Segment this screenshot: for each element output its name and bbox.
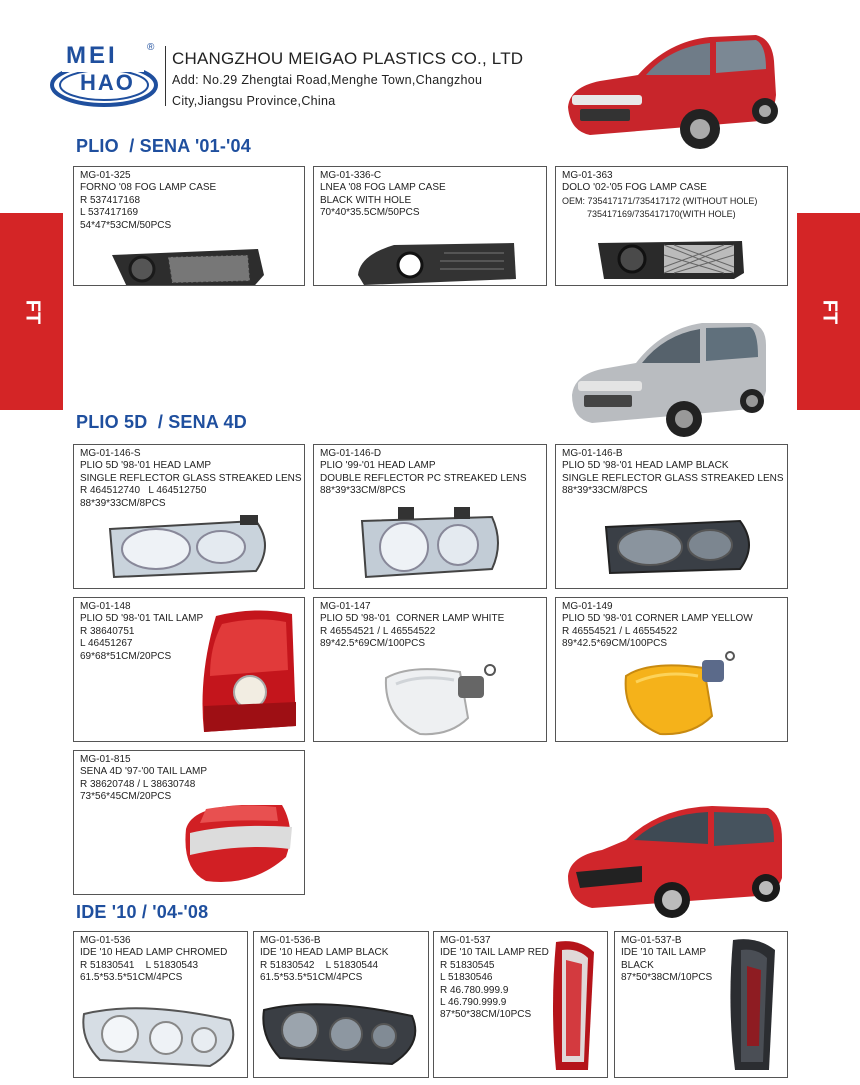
product-card-mg-01-148 bbox=[73, 597, 305, 742]
product-card-mg-01-537-b bbox=[614, 931, 788, 1078]
product-code: MG-01-148 bbox=[80, 601, 131, 612]
product-detail: R 38640751 bbox=[80, 625, 135, 637]
section-title-plio: PLIO / SENA '01-'04 bbox=[76, 136, 251, 156]
product-detail: 89*42.5*69CM/100PCS bbox=[562, 638, 668, 650]
product-card-mg-01-149 bbox=[555, 597, 788, 742]
product-code: MG-01-325 bbox=[80, 170, 131, 181]
corner-lamp-yellow-image bbox=[620, 650, 740, 742]
section-title-ide: IDE '10 / '04-'08 bbox=[76, 902, 209, 922]
product-detail: R 537417168 bbox=[80, 194, 141, 206]
product-code: MG-01-536-B bbox=[260, 935, 321, 946]
product-name: IDE '10 HEAD LAMP CHROMED bbox=[80, 947, 228, 959]
logo-text-bottom: HAO bbox=[80, 70, 135, 95]
product-detail: 69*68*51CM/20PCS bbox=[80, 650, 172, 662]
product-detail: 61.5*53.5*51CM/4PCS bbox=[80, 972, 183, 984]
product-detail: 87*50*38CM/10PCS bbox=[621, 972, 713, 984]
product-code: MG-01-363 bbox=[562, 170, 613, 181]
product-detail: 87*50*38CM/10PCS bbox=[440, 1009, 532, 1021]
fog-lamp-case-image bbox=[594, 237, 746, 286]
head-lamp-image bbox=[602, 515, 758, 584]
product-name: PLIO '99-'01 HEAD LAMP bbox=[320, 460, 436, 472]
product-name: IDE '10 TAIL LAMP RED bbox=[440, 947, 549, 959]
logo-text-top: MEI bbox=[66, 42, 118, 69]
car-photo-plio-silver bbox=[566, 315, 770, 443]
company-name: CHANGZHOU MEIGAO PLASTICS CO., LTD bbox=[172, 49, 524, 68]
company-address-line1: Add: No.29 Zhengtai Road,Menghe Town,Changzhou bbox=[172, 73, 483, 87]
side-tab-right-label: FT bbox=[818, 299, 840, 324]
corner-lamp-white-image bbox=[380, 658, 500, 742]
product-detail: BLACK bbox=[621, 959, 654, 971]
product-detail: 88*39*33CM/8PCS bbox=[562, 485, 648, 497]
product-detail: R 38620748 / L 38630748 bbox=[80, 778, 196, 790]
product-detail: DOUBLE REFLECTOR PC STREAKED LENS bbox=[320, 472, 527, 484]
product-name: IDE '10 TAIL LAMP bbox=[621, 947, 707, 959]
header-divider bbox=[165, 46, 166, 106]
product-code: MG-01-815 bbox=[80, 754, 131, 765]
product-code: MG-01-146-D bbox=[320, 448, 382, 459]
product-detail: 73*56*45CM/20PCS bbox=[80, 791, 172, 803]
tail-lamp-image bbox=[182, 799, 298, 894]
company-address-line2: City,Jiangsu Province,China bbox=[172, 94, 336, 108]
product-name: DOLO '02-'05 FOG LAMP CASE bbox=[562, 182, 707, 194]
product-card-mg-01-146-s bbox=[73, 444, 305, 589]
product-detail: L 46.790.999.9 bbox=[440, 997, 507, 1009]
product-detail: 54*47*53CM/50PCS bbox=[80, 219, 172, 231]
product-name: PLIO 5D '98-'01 CORNER LAMP WHITE bbox=[320, 613, 505, 625]
product-name: PLIO 5D '98-'01 TAIL LAMP bbox=[80, 613, 204, 625]
product-name: IDE '10 HEAD LAMP BLACK bbox=[260, 947, 389, 959]
head-lamp-image bbox=[106, 515, 276, 588]
product-code: MG-01-537-B bbox=[621, 935, 682, 946]
product-card-mg-01-336-c bbox=[313, 166, 547, 286]
product-detail: R 46.780.999.9 bbox=[440, 984, 509, 996]
fog-lamp-case-image bbox=[354, 239, 520, 286]
company-logo bbox=[48, 40, 160, 110]
product-detail: R 51830541 L 51830543 bbox=[80, 959, 199, 971]
product-detail: 735417169/735417170(WITH HOLE) bbox=[562, 209, 736, 220]
product-name: LNEA '08 FOG LAMP CASE bbox=[320, 182, 446, 194]
product-detail: L 51830546 bbox=[440, 972, 493, 984]
product-detail: SINGLE REFLECTOR GLASS STREAKED LENS bbox=[80, 472, 302, 484]
product-code: MG-01-146-S bbox=[80, 448, 141, 459]
product-card-mg-01-815 bbox=[73, 750, 305, 895]
head-lamp-black-image bbox=[260, 996, 424, 1075]
product-card-mg-01-363 bbox=[555, 166, 788, 286]
car-photo-ide-red bbox=[562, 796, 786, 922]
product-detail: R 51830545 bbox=[440, 959, 495, 971]
product-name: FORNO '08 FOG LAMP CASE bbox=[80, 182, 217, 194]
section-title-plio5d: PLIO 5D / SENA 4D bbox=[76, 412, 247, 432]
head-lamp-image bbox=[358, 507, 508, 586]
tail-lamp-image bbox=[196, 606, 300, 739]
car-photo-plio-red bbox=[560, 25, 782, 157]
product-card-mg-01-537 bbox=[433, 931, 608, 1078]
product-detail: R 46554521 / L 46554522 bbox=[320, 625, 436, 637]
product-name: PLIO 5D '98-'01 HEAD LAMP bbox=[80, 460, 212, 472]
product-detail: L 46451267 bbox=[80, 638, 133, 650]
product-detail: R 464512740 L 464512750 bbox=[80, 485, 207, 497]
product-detail: 88*39*33CM/8PCS bbox=[80, 497, 166, 509]
tail-lamp-red-image bbox=[548, 938, 600, 1078]
product-code: MG-01-149 bbox=[562, 601, 613, 612]
product-detail: 89*42.5*69CM/100PCS bbox=[320, 638, 426, 650]
product-name: PLIO 5D '98-'01 CORNER LAMP YELLOW bbox=[562, 613, 753, 625]
product-card-mg-01-536-b bbox=[253, 931, 429, 1078]
product-detail: R 51830542 L 51830544 bbox=[260, 959, 379, 971]
product-code: MG-01-147 bbox=[320, 601, 371, 612]
product-card-mg-01-325 bbox=[73, 166, 305, 286]
logo-registered-mark: ® bbox=[147, 42, 155, 53]
product-card-mg-01-146-d bbox=[313, 444, 547, 589]
product-code: MG-01-336-C bbox=[320, 170, 382, 181]
side-tab-left bbox=[0, 213, 63, 410]
product-detail: SINGLE REFLECTOR GLASS STREAKED LENS bbox=[562, 472, 784, 484]
product-code: MG-01-146-B bbox=[562, 448, 623, 459]
product-detail: 88*39*33CM/8PCS bbox=[320, 485, 406, 497]
fog-lamp-case-image bbox=[108, 245, 268, 286]
product-card-mg-01-147 bbox=[313, 597, 547, 742]
product-code: MG-01-537 bbox=[440, 935, 491, 946]
head-lamp-chromed-image bbox=[80, 1000, 242, 1077]
product-detail: BLACK WITH HOLE bbox=[320, 194, 412, 206]
product-detail: 61.5*53.5*51CM/4PCS bbox=[260, 972, 363, 984]
product-detail: R 46554521 / L 46554522 bbox=[562, 625, 678, 637]
product-detail: OEM: 735417171/735417172 (WITHOUT HOLE) bbox=[562, 195, 758, 206]
product-code: MG-01-536 bbox=[80, 935, 131, 946]
product-name: SENA 4D '97-'00 TAIL LAMP bbox=[80, 766, 208, 778]
product-name: PLIO 5D '98-'01 HEAD LAMP BLACK bbox=[562, 460, 729, 472]
product-card-mg-01-536 bbox=[73, 931, 248, 1078]
side-tab-right bbox=[797, 213, 860, 410]
side-tab-left-label: FT bbox=[21, 299, 43, 324]
product-detail: L 537417169 bbox=[80, 207, 139, 219]
product-card-mg-01-146-b bbox=[555, 444, 788, 589]
tail-lamp-black-image bbox=[727, 936, 781, 1078]
product-detail: 70*40*35.5CM/50PCS bbox=[320, 207, 420, 219]
